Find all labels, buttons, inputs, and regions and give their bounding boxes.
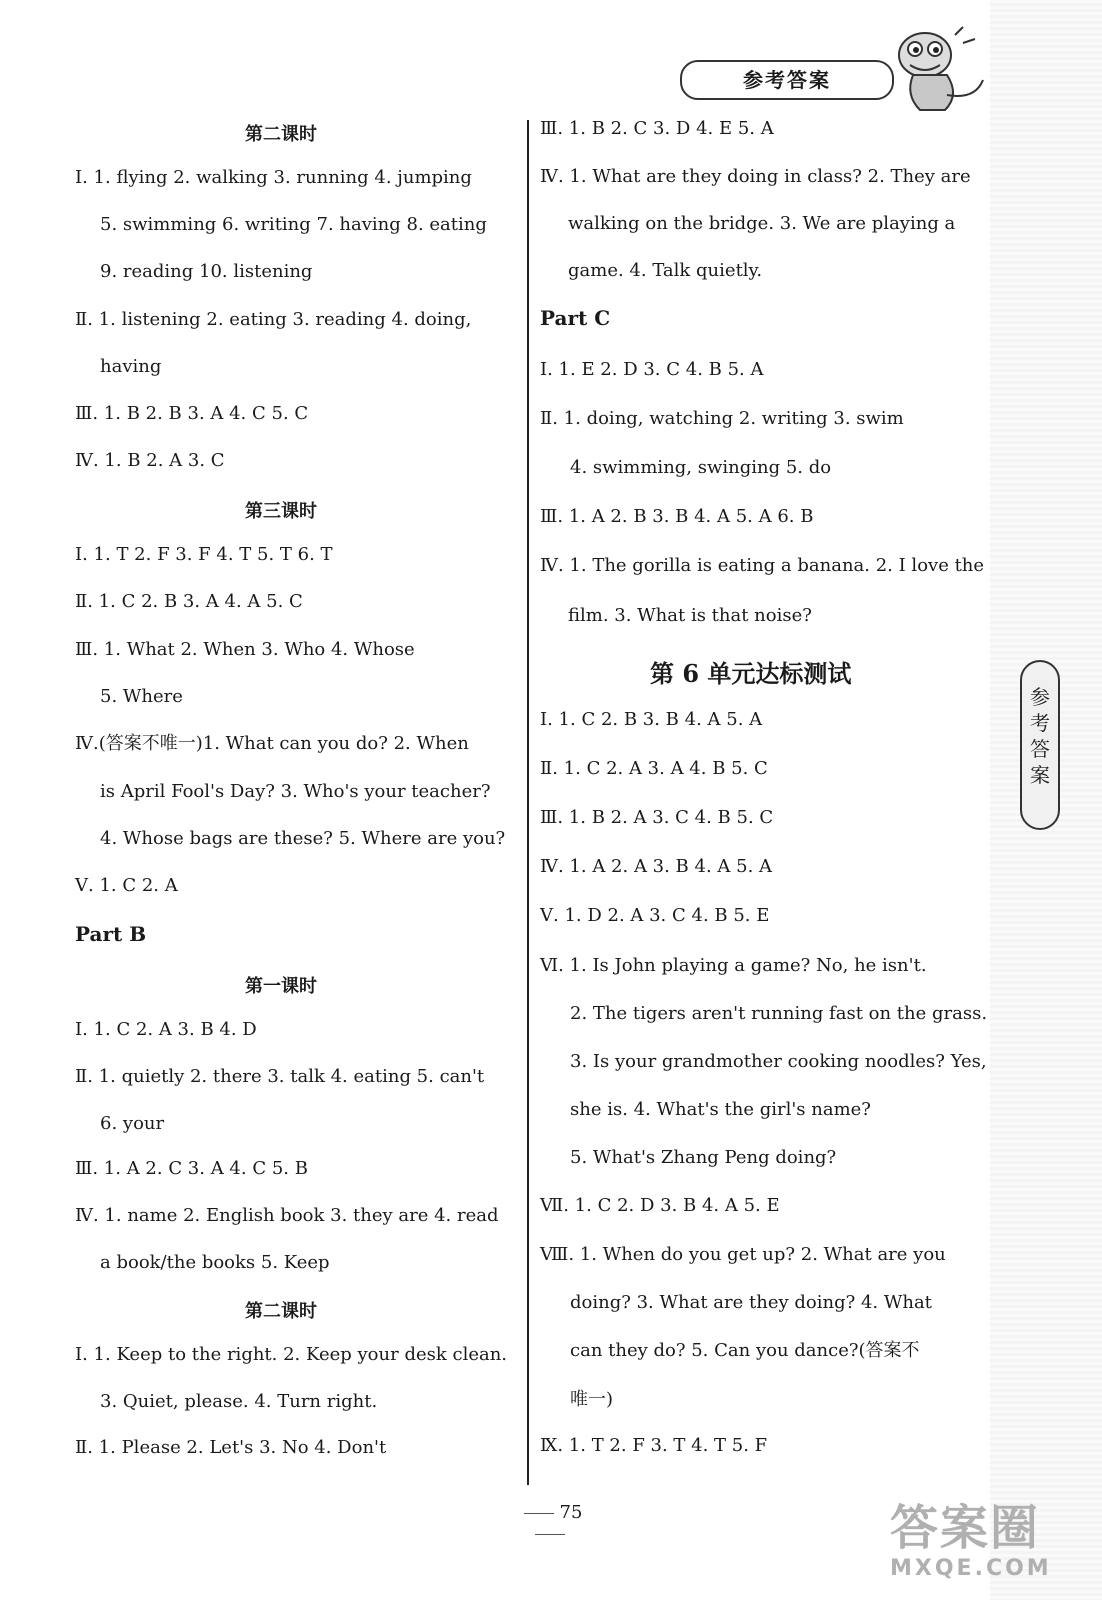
left-answer-line: Ⅱ. 1. quietly 2. there 3. talk 4. eating 5. can't [75,1066,485,1087]
right-answer-line: walking on the bridge. 3. We are playing a [568,213,956,234]
left-part-heading: Part B [75,922,147,946]
left-answer-line: Ⅰ. 1. C 2. A 3. B 4. D [75,1019,257,1040]
right-answer-line: game. 4. Talk quietly. [568,260,763,281]
right-answer-line: Ⅱ. 1. C 2. A 3. A 4. B 5. C [540,758,768,779]
section-header: 参考答案 [680,60,894,100]
right-answer-line: 4. swimming, swinging 5. do [570,457,832,478]
left-answer-line: Ⅰ. 1. T 2. F 3. F 4. T 5. T 6. T [75,544,333,565]
right-answer-line: Ⅶ. 1. C 2. D 3. B 4. A 5. E [540,1195,780,1216]
dragon-mascot-icon [885,25,990,115]
left-answer-line: 5. swimming 6. writing 7. having 8. eating [100,214,487,235]
left-lesson-heading: 第三课时 [245,501,317,522]
side-tab-char: 案 [1030,763,1050,787]
side-tab-char: 考 [1030,711,1050,735]
right-answer-line: Ⅷ. 1. When do you get up? 2. What are you [540,1244,946,1265]
side-tab-char: 答 [1030,737,1050,761]
right-answer-line: Ⅲ. 1. B 2. C 3. D 4. E 5. A [540,118,774,139]
page-number: 75 [500,1502,600,1544]
left-answer-line: Ⅰ. 1. Keep to the right. 2. Keep your desk clean. [75,1344,508,1365]
left-answer-line: Ⅳ. 1. B 2. A 3. C [75,450,225,471]
column-divider [527,120,529,1485]
right-answer-line: Ⅲ. 1. B 2. A 3. C 4. B 5. C [540,807,774,828]
right-answer-line: film. 3. What is that noise? [568,605,812,626]
right-answer-line: Ⅵ. 1. Is John playing a game? No, he isn't. [540,955,927,976]
right-answer-line: Ⅳ. 1. A 2. A 3. B 4. A 5. A [540,856,773,877]
watermark-url: MXQE.COM [890,1556,1052,1581]
right-answer-line: Ⅰ. 1. C 2. B 3. B 4. A 5. A [540,709,763,730]
left-answer-line: 5. Where [100,686,183,707]
left-answer-line: Ⅲ. 1. A 2. C 3. A 4. C 5. B [75,1158,308,1179]
left-answer-line: Ⅲ. 1. What 2. When 3. Who 4. Whose [75,639,415,660]
left-answer-line: Ⅴ. 1. C 2. A [75,875,178,896]
right-unit-heading: 第 6 单元达标测试 [650,659,852,688]
left-answer-line: Ⅳ. 1. name 2. English book 3. they are 4. read [75,1205,499,1226]
left-answer-line: 6. your [100,1113,165,1134]
left-answer-line: a book/the books 5. Keep [100,1252,330,1273]
left-answer-line: Ⅲ. 1. B 2. B 3. A 4. C 5. C [75,403,309,424]
left-answer-line: Ⅳ.(答案不唯一)1. What can you do? 2. When [75,733,469,754]
left-answer-line: 3. Quiet, please. 4. Turn right. [100,1391,378,1412]
right-answer-line: Ⅴ. 1. D 2. A 3. C 4. B 5. E [540,905,770,926]
side-tab [1020,660,1060,830]
right-answer-line: 2. The tigers aren't running fast on the grass. [570,1003,988,1024]
right-answer-line: can they do? 5. Can you dance?(答案不 [570,1340,920,1361]
left-answer-line: Ⅰ. 1. flying 2. walking 3. running 4. jumping [75,167,472,188]
right-answer-line: Ⅳ. 1. What are they doing in class? 2. They are [540,166,971,187]
left-answer-line: 4. Whose bags are these? 5. Where are you? [100,828,506,849]
left-answer-line: is April Fool's Day? 3. Who's your teacher? [100,781,491,802]
right-answer-line: Ⅰ. 1. E 2. D 3. C 4. B 5. A [540,359,764,380]
side-tab-char: 参 [1030,685,1050,709]
left-lesson-heading: 第二课时 [245,1301,317,1322]
right-answer-line: Ⅸ. 1. T 2. F 3. T 4. T 5. F [540,1435,768,1456]
right-answer-line: Ⅲ. 1. A 2. B 3. B 4. A 5. A 6. B [540,506,814,527]
left-lesson-heading: 第一课时 [245,976,317,997]
left-answer-line: Ⅱ. 1. Please 2. Let's 3. No 4. Don't [75,1437,387,1458]
watermark-logo: 答案圈 [890,1500,1041,1556]
right-answer-line: 5. What's Zhang Peng doing? [570,1147,837,1168]
right-part-heading: Part C [540,306,611,330]
left-answer-line: Ⅱ. 1. listening 2. eating 3. reading 4. doing, [75,309,472,330]
right-answer-line: she is. 4. What's the girl's name? [570,1099,871,1120]
right-answer-line: 3. Is your grandmother cooking noodles? Yes, [570,1051,987,1072]
watermark [890,1500,1090,1590]
right-answer-line: doing? 3. What are they doing? 4. What [570,1292,932,1313]
right-answer-line: 唯一) [570,1389,614,1410]
left-answer-line: having [100,356,162,377]
left-lesson-heading: 第二课时 [245,124,317,145]
right-answer-line: Ⅱ. 1. doing, watching 2. writing 3. swim [540,408,904,429]
left-answer-line: 9. reading 10. listening [100,261,313,282]
right-answer-line: Ⅳ. 1. The gorilla is eating a banana. 2. I love the [540,555,985,576]
left-answer-line: Ⅱ. 1. C 2. B 3. A 4. A 5. C [75,591,303,612]
